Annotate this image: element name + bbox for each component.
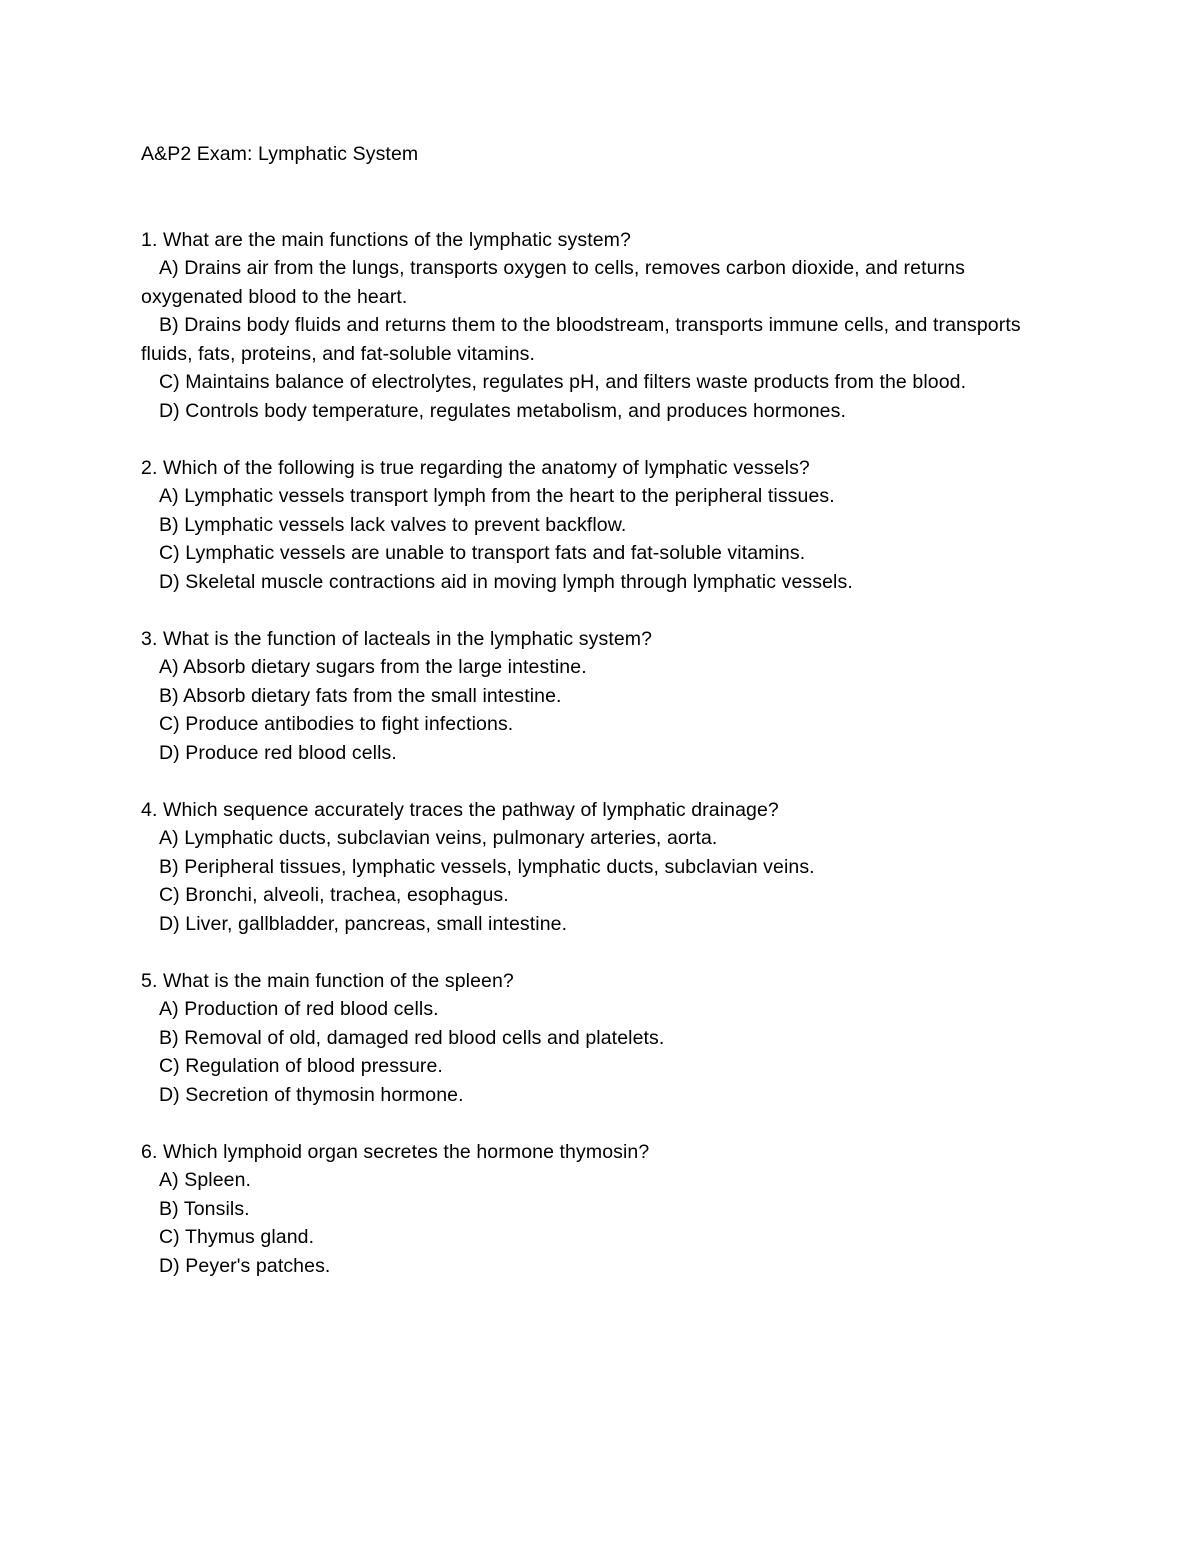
answer-option-b: B) Drains body fluids and returns them to the bloodstream, transports immune cells, and transports fluids, fats, proteins, and fat-soluble vitamins.: [141, 314, 1021, 365]
question-text: 2. Which of the following is true regarding the anatomy of lymphatic vessels?: [141, 456, 810, 479]
question-text: 5. What is the main function of the spleen?: [141, 969, 514, 992]
question-6: [141, 1138, 1061, 1281]
answer-option-a: A) Absorb dietary sugars from the large intestine.: [159, 656, 587, 678]
answer-option-b: B) Absorb dietary fats from the small intestine.: [159, 684, 562, 707]
answer-options: [141, 824, 1061, 938]
answer-options: [141, 482, 1061, 596]
answer-option-c: C) Maintains balance of electrolytes, regulates pH, and filters waste products from the blood.: [159, 371, 967, 393]
question-2: [141, 454, 1061, 597]
answer-option-c: C) Bronchi, alveoli, trachea, esophagus.: [159, 884, 509, 906]
answer-option-a: A) Lymphatic vessels transport lymph from the heart to the peripheral tissues.: [159, 485, 835, 507]
answer-option-d: D) Controls body temperature, regulates metabolism, and produces hormones.: [159, 399, 846, 422]
answer-option-c: C) Regulation of blood pressure.: [159, 1055, 443, 1077]
answer-option-b: B) Lymphatic vessels lack valves to prevent backflow.: [159, 513, 627, 536]
answer-option-a: A) Lymphatic ducts, subclavian veins, pulmonary arteries, aorta.: [159, 827, 718, 849]
answer-option-a: A) Drains air from the lungs, transports oxygen to cells, removes carbon dioxide, and returns oxygenated blood to the heart.: [141, 257, 965, 308]
document-page: [141, 140, 1061, 1309]
answer-option-d: D) Produce red blood cells.: [159, 741, 397, 764]
question-text: 3. What is the function of lacteals in the lymphatic system?: [141, 627, 653, 650]
answer-options: [141, 995, 1061, 1109]
question-text: 6. Which lymphoid organ secretes the hormone thymosin?: [141, 1140, 650, 1163]
answer-option-c: C) Produce antibodies to fight infections.: [159, 713, 514, 735]
answer-options: [141, 653, 1061, 767]
question-text: 4. Which sequence accurately traces the pathway of lymphatic drainage?: [141, 798, 779, 821]
answer-option-a: A) Production of red blood cells.: [159, 998, 439, 1020]
answer-option-d: D) Skeletal muscle contractions aid in moving lymph through lymphatic vessels.: [159, 570, 853, 593]
answer-options: [141, 254, 1061, 425]
answer-option-b: B) Tonsils.: [159, 1197, 250, 1220]
question-text: 1. What are the main functions of the lymphatic system?: [141, 228, 631, 251]
answer-option-b: B) Removal of old, damaged red blood cells and platelets.: [159, 1026, 665, 1049]
answer-option-b: B) Peripheral tissues, lymphatic vessels, lymphatic ducts, subclavian veins.: [159, 855, 815, 878]
answer-option-d: D) Liver, gallbladder, pancreas, small intestine.: [159, 912, 568, 935]
question-1: [141, 226, 1061, 426]
document-title: A&P2 Exam: Lymphatic System: [141, 143, 419, 165]
question-3: [141, 625, 1061, 768]
answer-option-c: C) Lymphatic vessels are unable to transport fats and fat-soluble vitamins.: [159, 542, 806, 564]
question-4: [141, 796, 1061, 939]
answer-option-c: C) Thymus gland.: [159, 1226, 315, 1248]
answer-options: [141, 1166, 1061, 1280]
question-5: [141, 967, 1061, 1110]
answer-option-d: D) Secretion of thymosin hormone.: [159, 1083, 464, 1106]
answer-option-d: D) Peyer's patches.: [159, 1254, 331, 1277]
answer-option-a: A) Spleen.: [159, 1169, 252, 1191]
